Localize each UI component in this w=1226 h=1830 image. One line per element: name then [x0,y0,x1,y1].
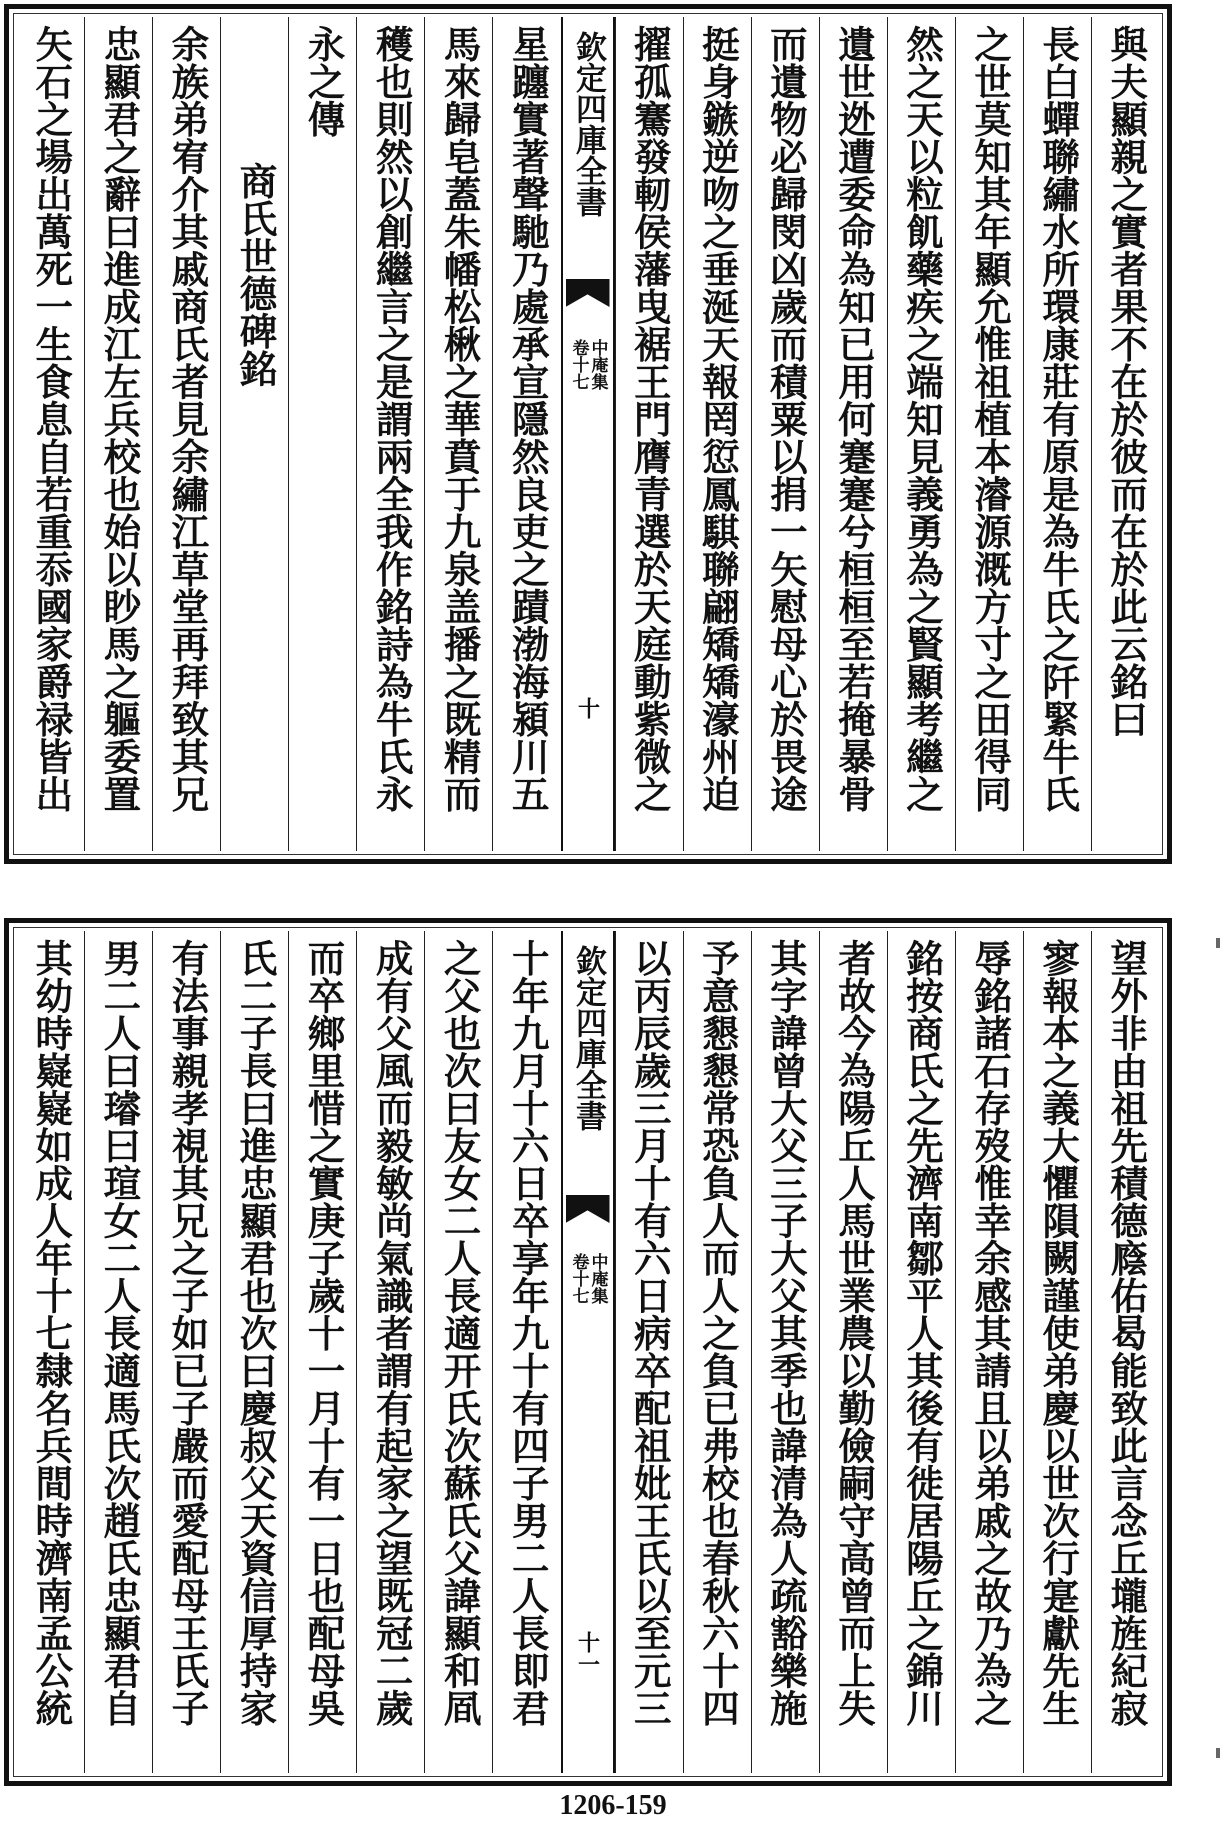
column-text: 成有父風而毅敏尚氣識者謂有起家之望既冠二歲 [369,939,414,1727]
text-column [220,17,288,851]
column-text: 辱銘諸石存歿惟幸余感其請且以弟戚之故乃為之 [968,939,1013,1727]
page-number: 1206-159 [559,1790,667,1821]
text-column [683,931,751,1773]
column-text: 有法事親孝視其兄之子如已子嚴而愛配母王氏子 [165,939,210,1727]
text-column [17,931,84,1773]
text-column [1091,17,1159,851]
column-text: 十年九月十六日卒享年九十有四子男二人長即君 [505,939,550,1727]
collection-title: 中庵集 [587,339,608,390]
folio-number: 十 [574,697,601,719]
text-column [887,17,955,851]
page-top [4,4,1172,864]
text-column [17,17,84,851]
column-text: 之世莫知其年顯允惟祖植本濬源溉方寸之田得同 [968,25,1013,813]
column-text: 而遺物必歸閔凶歲而積粟以捐一矢慰母心於畏途 [763,25,808,813]
column-text: 與夫顯親之實者果不在於彼而在於此云銘曰 [1104,25,1149,738]
fishtail-mark [566,279,610,307]
fishtail-mark [566,1195,610,1223]
text-column [84,931,152,1773]
book-header: 欽定四庫全書 [570,945,606,1131]
column-text: 寥報本之義大懼隕闕謹使弟慶以世次行寔獻先生 [1036,939,1081,1727]
volume-number: 卷十七 [568,339,589,390]
text-column [356,17,424,851]
text-column [1023,17,1091,851]
center-fold [561,931,615,1773]
text-column [751,17,819,851]
text-column [492,931,560,1773]
text-column [356,931,424,1773]
column-text: 挺身鏃逆吻之垂涎天報罔愆鳳騏聯翩矯矯濠州迫 [695,25,740,813]
text-column [84,17,152,851]
column-text: 其字諱曾大父三子大父其季也諱清為人疏豁樂施 [763,939,808,1727]
column-text: 永之傳 [301,25,346,138]
column-text: 忠顯君之辭曰進成江左兵校也始以眇馬之軀委置 [97,25,142,813]
text-column [819,17,887,851]
column-text: 者故今為陽丘人馬世業農以勤儉嗣守高曾而上失 [831,939,876,1727]
page-bottom [4,918,1172,1786]
text-column [955,17,1023,851]
column-text: 男二人曰璿曰瑄女二人長適馬氏次趙氏忠顯君自 [97,939,142,1727]
column-text: 穫也則然以創繼言之是謂兩全我作銘詩為牛氏永 [369,25,414,813]
text-column [492,17,560,851]
text-column [288,931,356,1773]
column-text: 以丙辰歲三月十有六日病卒配祖妣王氏以至元三 [627,939,672,1727]
column-text: 余族弟宥介其戚商氏者見余繡江草堂再拜致其兄 [165,25,210,813]
volume-info [563,1253,613,1363]
book-header: 欽定四庫全書 [570,31,606,217]
text-column [152,17,220,851]
text-column [751,931,819,1773]
text-column [819,931,887,1773]
column-text: 氏二子長曰進忠顯君也次曰慶叔父天資信厚持家 [233,939,278,1727]
volume-info [563,339,613,449]
text-column [1091,931,1159,1773]
text-column [615,931,683,1773]
text-column [424,931,492,1773]
text-column [1023,931,1091,1773]
collection-title: 中庵集 [587,1253,608,1304]
column-text: 望外非由祖先積德廕佑曷能致此言念丘壠旌紀寂 [1104,939,1149,1727]
text-column [887,931,955,1773]
text-column [288,17,356,851]
column-text: 而卒鄉里惜之實庚子歲十一月十有一日也配母吳 [301,939,346,1727]
text-columns [17,17,1159,851]
scan-mark [1216,1748,1220,1758]
column-text: 長白蟬聯繡水所環康莊有原是為牛氏之阡緊牛氏 [1036,25,1081,813]
text-columns [17,931,1159,1773]
folio-number: 十一 [574,1631,601,1675]
volume-number: 卷十七 [568,1253,589,1304]
column-text: 然之天以粒飢藥疾之端知見義勇為之賢顯考繼之 [900,25,945,813]
section-title: 商氏世德碑銘 [233,162,278,387]
column-text: 星躔實著聲馳乃處承宣隱然良吏之蹟渤海潁川五 [505,25,550,813]
text-column [683,17,751,851]
column-text: 其幼時嶷嶷如成人年十七隸名兵間時濟南孟公統 [29,939,74,1727]
text-column [424,17,492,851]
column-text: 銘按商氏之先濟南鄒平人其後有徙居陽丘之錦川 [900,939,945,1727]
scan-mark [1216,938,1220,948]
column-text: 遺世迯遭委命為知已用何蹇蹇兮桓桓至若掩暴骨 [831,25,876,813]
column-text: 之父也次曰友女二人長適开氏次蘇氏父諱顯和凮 [437,939,482,1727]
column-text: 矢石之場出萬死一生食息自若重忝國家爵禄皆出 [29,25,74,813]
column-text: 馬來歸皂蓋朱幡松楸之華賁于九泉盖播之既精而 [437,25,482,813]
column-text: 予意懇懇常恐負人而人之負已弗校也春秋六十四 [695,939,740,1727]
center-fold [561,17,615,851]
column-text: 擢孤騫發軔侯藩曳裾王門膺青選於天庭動紫微之 [627,25,672,813]
text-column [955,931,1023,1773]
text-column [220,931,288,1773]
text-column [152,931,220,1773]
text-column [615,17,683,851]
